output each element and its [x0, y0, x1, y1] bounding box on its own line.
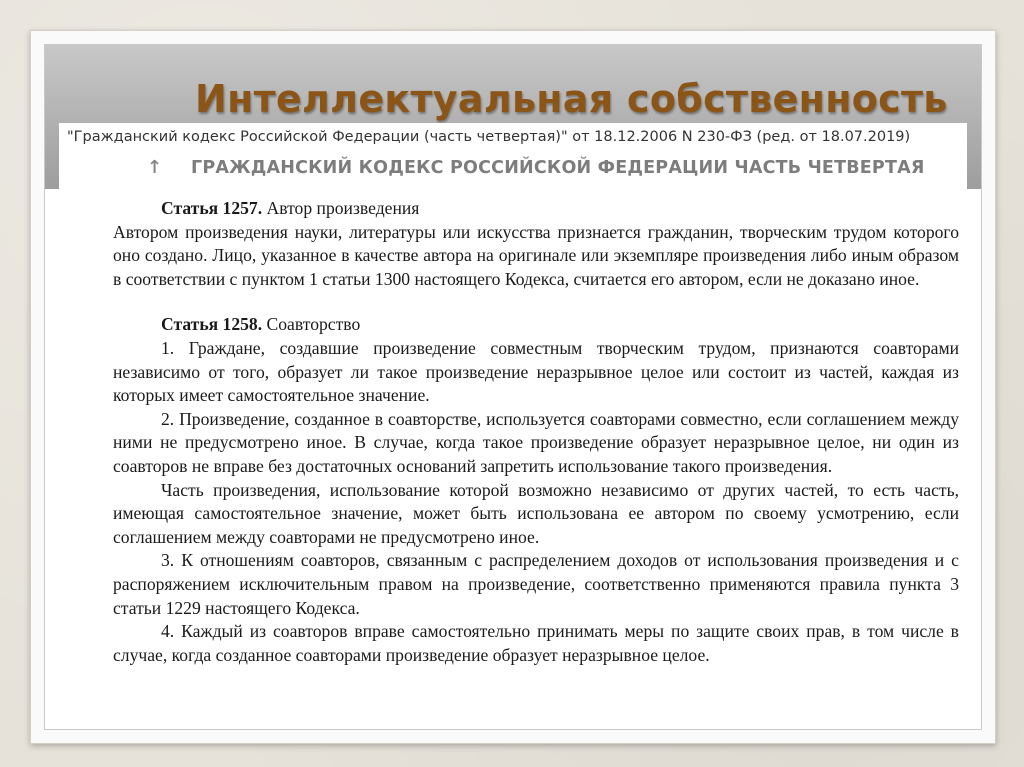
article-1257	[113, 197, 959, 291]
article-number: Статья 1257.	[161, 198, 263, 218]
article-name: Соавторство	[262, 314, 361, 335]
document-heading: ГРАЖДАНСКИЙ КОДЕКС РОССИЙСКОЙ ФЕДЕРАЦИИ ЧАСТЬ ЧЕТВЕРТАЯ	[191, 158, 925, 178]
up-arrow-icon[interactable]: ↑	[147, 157, 163, 178]
article-number: Статья 1258.	[161, 314, 263, 335]
article-name: Автор произведения	[262, 198, 420, 218]
article-paragraph: 1. Граждане, создавшие произведение совместным творческим трудом, признаются соавторами независимо от того, образует ли такое произведение неразрывное целое или состоит из частей, каждая из которых имеет самостоятельное значение.	[113, 337, 959, 406]
document-source: "Гражданский кодекс Российской Федерации (часть четвертая)" от 18.12.2006 N 230-ФЗ (ред. от 18.07.2019)	[67, 129, 911, 145]
article-paragraph: 2. Произведение, созданное в соавторстве, используется соавторами совместно, если соглашением между ними не предусмотрено иное. В случае, когда такое произведение образует неразрывное целое, ни один из соавторов не вправе без достаточных оснований запретить использование такого произведения.	[113, 408, 959, 476]
document-header	[59, 123, 967, 189]
document-heading-row	[59, 157, 967, 183]
slide	[44, 44, 982, 730]
article-title	[113, 313, 959, 337]
article-paragraph: Автором произведения науки, литературы или искусства признается гражданин, творческим трудом которого оно создано. Лицо, указанное в качестве автора на оригинале или экземпляре произведения либо иным образом в соответствии с пунктом 1 статьи 1300 настоящего Кодекса, считается его автором, если не доказано иное.	[113, 221, 959, 289]
article-paragraph: Часть произведения, использование которой возможно независимо от других частей, то есть часть, имеющая самостоятельное значение, может быть использована ее автором по своему усмотрению, если соглашением между соавторами не предусмотрено иное.	[113, 479, 959, 547]
article-1258	[113, 313, 959, 667]
document-body	[113, 197, 959, 667]
article-title	[113, 197, 959, 221]
article-paragraph: 3. К отношениям соавторов, связанным с распределением доходов от использования произведения и с распоряжением исключительным правом на произведение, соответственно применяются правила пункта 3 статьи 1229 настоящего Кодекса.	[113, 550, 959, 618]
article-paragraph: 4. Каждый из соавторов вправе самостоятельно принимать меры по защите своих прав, в том числе в случае, когда созданное соавторами произведение образует неразрывное целое.	[113, 621, 959, 665]
slide-title: Интеллектуальная собственность	[195, 77, 948, 121]
